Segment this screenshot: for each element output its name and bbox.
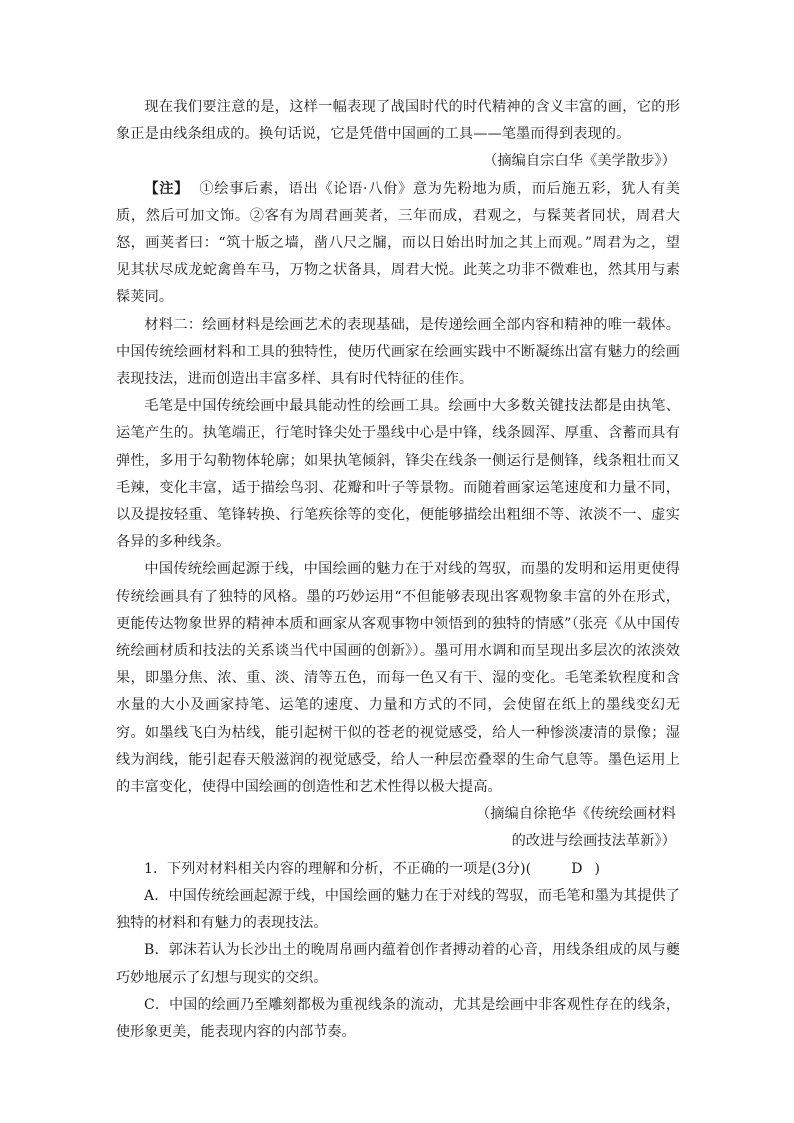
question-1-stem (116, 856, 680, 883)
note-paragraph (116, 176, 680, 312)
option-c: C．中国的绘画乃至雕刻都极为重视线条的流动，尤其是绘画中非客观性存在的线条，使形象更美，能表现内容的内部节奏。 (116, 996, 680, 1040)
option-a: A．中国传统绘画起源于线，中国绘画的魅力在于对线的驾驭，而毛笔和墨为其提供了独特的材料和有魅力的表现技法。 (116, 887, 680, 932)
option-b: B．郭沫若认为长沙出土的晚周帛画内蕴着创作者搏动着的心音，用线条组成的凤与夔巧妙地展示了幻想与现实的交织。 (116, 942, 680, 986)
question-1-close: ) (594, 860, 601, 877)
question-1-answer: D (571, 860, 583, 877)
question-1-text: 1．下列对材料相关内容的理解和分析，不正确的一项是(3分)( (144, 860, 532, 877)
passage-paragraph-1: 现在我们要注意的是，这样一幅表现了战国时代的时代精神的含义丰富的画，它的形象正是由线条组成的。换句话说，它是凭借中国画的工具——笔墨而得到表现的。 (116, 99, 680, 143)
note-heading: 【注】 (144, 180, 190, 197)
source-citation-2-line-1: （摘编自徐艳华《传统绘画材料 (475, 806, 676, 823)
passage-paragraph-2: 材料二：绘画材料是绘画艺术的表现基础，是传递绘画全部内容和精神的唯一载体。中国传统绘画材料和工具的独特性，使历代画家在绘画实践中不断凝练出富有魅力的绘画表现技法，进而创造出丰富多样、具有时代特征的佳作。 (116, 316, 680, 388)
note-body: ①绘事后素，语出《论语·八佾》意为先粉地为质，而后施五彩，犹人有美质，然后可加文饰。②客有为周君画荚者，三年而成，君观之，与髹荚者同状，周君大怒，画荚者曰：“筑十版之墙，凿八尺之牖，而以日始出时加之其上而观。”周君为之，望见其状尽成龙蛇禽兽车马，万物之状备具，周君大悦。此荚之功非不微难也，然其用与素髹荚同。 (116, 180, 680, 306)
passage-paragraph-4: 中国传统绘画起源于线，中国绘画的魅力在于对线的驾驭，而墨的发明和运用更使得传统绘画具有了独特的风格。墨的巧妙运用“不但能够表现出客观物象丰富的外在形式，更能传达物象世界的精神本质和画家从客观事物中领悟到的独特的情感”（张亮《从中国传统绘画材质和技法的关系谈当代中国画的创新》）。墨可用水调和而呈现出多层次的浓淡效果，即墨分焦、浓、重、淡、清等五色，而每一色又有干、湿的变化。毛笔柔软程度和含水量的大小及画家持笔、运笔的速度、力量和方式的不同，会使留在纸上的墨线变幻无穷。如墨线飞白为枯线，能引起树干似的苍老的视觉感受，给人一种惨淡凄清的景像；湿线为润线，能引起春天般滋润的视觉感受，给人一种层峦叠翠的生命气息等。墨色运用上的丰富变化，使得中国绘画的创造性和艺术性得以极大提高。 (116, 561, 680, 796)
document-page (116, 94, 680, 1046)
source-citation-1: （摘编自宗白华《美学散步》） (483, 153, 676, 170)
passage-paragraph-3: 毛笔是中国传统绘画中最具能动性的绘画工具。绘画中大多数关键技法都是由执笔、运笔产生的。执笔端正，行笔时锋尖处于墨线中心是中锋，线条圆浑、厚重、含蓄而具有弹性，多用于勾勒物体轮廓；如果执笔倾斜，锋尖在线条一侧运行是侧锋，线条粗壮而又毛辣，变化丰富，适于描绘鸟羽、花瓣和叶子等景物。而随着画家运笔速度和力量不同，以及提按轻重、笔锋转换、行笔疾徐等的变化，便能够描绘出粗细不等、浓淡不一、虚实各异的多种线条。 (116, 398, 680, 551)
source-citation-2-line-2: 的改进与绘画技法革新》） (511, 833, 676, 850)
